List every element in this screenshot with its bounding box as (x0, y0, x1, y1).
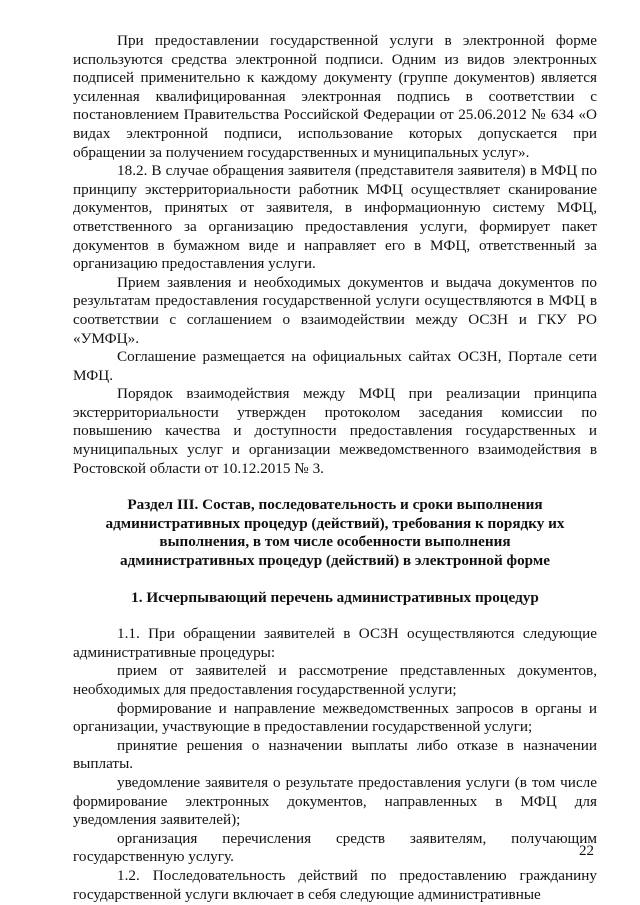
list-item-decision: принятие решения о назначении выплаты либо отказе в назначении выплаты. (73, 736, 597, 773)
list-item-interagency-requests: формирование и направление межведомственных запросов в органы и организации, участвующие в предоставлении государственной услуги; (73, 699, 597, 736)
paragraph-1-2: 1.2. Последовательность действий по предоставлению гражданину государственной услуги включает в себя следующие административные (73, 866, 597, 903)
subsection-heading: 1. Исчерпывающий перечень административных процедур (131, 588, 539, 606)
paragraph-reception-documents: Прием заявления и необходимых документов и выдача документов по результатам предоставления государственной услуги осуществляются в МФЦ в соответствии с соглашением о взаимодействии между ОСЗН и ГКУ РО «УМФЦ». (73, 273, 597, 347)
paragraph-agreement-published: Соглашение размещается на официальных сайтах ОСЗН, Портале сети МФЦ. (73, 348, 597, 384)
paragraph-electronic-signature: При предоставлении государственной услуги в электронной форме используются средства электронной подписи. Одним из видов электронных подписей применительно к каждому документу (группе документов) является усиленная квалифицированная электронная подпись в соответствии с постановлением Правительства Российской Федерации от 25.06.2012 № 634 «О видах электронной подписи, использование которых допускается при обращении за получением государственных и муниципальных услуг». (73, 32, 597, 161)
page-number: 22 (579, 843, 594, 859)
list-item-payment-transfer: организация перечисления средств заявителям, получающим государственную услугу. (73, 829, 597, 866)
section-heading: Раздел III. Состав, последовательность и сроки выполнения административных процедур (действий), требования к порядку их выполнения, в том числе особенности выполнения административных процедур (действий) в электронной форме (105, 496, 565, 570)
paragraph-18-2: 18.2. В случае обращения заявителя (представителя заявителя) в МФЦ по принципу экстерриториальности работник МФЦ осуществляет сканирование документов, принятых от заявителя, в информационную систему МФЦ, ответственного за организацию предоставления услуги, формирует пакет документов в бумажном виде и направляет его в МФЦ, ответственный за организацию предоставления услуги. (73, 162, 597, 273)
list-item-notification: уведомление заявителя о результате предоставления услуги (в том числе формирование электронных документов, направленных в МФЦ для уведомления заявителей); (73, 773, 597, 829)
paragraph-interaction-order: Порядок взаимодействия между МФЦ при реализации принципа экстерриториальности утвержден протоколом заседания комиссии по повышению качества и доступности предоставления государственных и муниципальных услуг и организации межведомственного взаимодействия в Ростовской области от 10.12.2015 № 3. (73, 385, 597, 477)
list-item-reception: прием от заявителей и рассмотрение представленных документов, необходимых для предоставления государственной услуги; (73, 662, 597, 698)
paragraph-1-1: 1.1. При обращении заявителей в ОСЗН осуществляются следующие административные процедуры: (73, 625, 597, 661)
